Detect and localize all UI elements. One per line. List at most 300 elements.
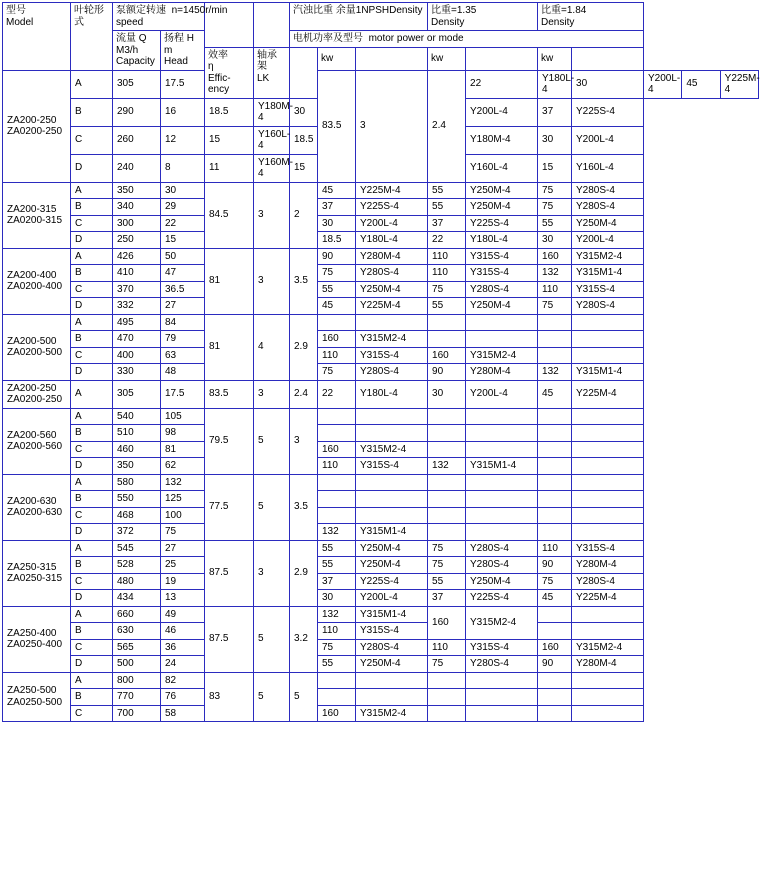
model-label: ZA250-315 [7,561,57,573]
motor-kw-3: 37 [538,98,572,126]
head-value: 36.5 [161,281,205,298]
motor-kw-1: 110 [318,347,356,364]
head-value: 27 [161,540,205,557]
head-value: 15 [161,232,205,249]
impeller-type: B [71,265,113,282]
motor-kw-1 [318,689,356,706]
motor-kw-3: 75 [538,573,572,590]
motor-model-2: Y225S-4 [466,215,538,232]
motor-model-3 [572,491,644,508]
motor-model-2: Y250M-4 [466,298,538,315]
model-label: ZA200-560 [7,429,57,441]
table-row [3,314,759,331]
head-value: 17.5 [161,380,205,408]
impeller-type: C [71,126,113,154]
head-value: 98 [161,425,205,442]
header-kw-3: kw [538,47,572,70]
motor-model-1: Y280M-4 [356,248,428,265]
header-npsh: 汽浊比重 余量1NPSHDensity [290,3,428,31]
motor-model-2: Y225S-4 [466,590,538,607]
table-row [3,573,759,590]
head-value: 132 [161,474,205,491]
motor-model-3: Y280M-4 [572,557,644,574]
table-row [3,215,759,232]
header-row-1 [3,3,759,31]
model-label: ZA0200-560 [7,441,63,452]
head-value: 22 [161,215,205,232]
motor-kw-3: 132 [538,265,572,282]
model-cell [3,380,71,408]
motor-model-2: Y250M-4 [466,199,538,216]
capacity-value: 630 [113,623,161,640]
motor-model-1: Y315S-4 [356,458,428,475]
motor-model-3 [572,441,644,458]
head-value: 76 [161,689,205,706]
head-value: 105 [161,408,205,425]
npsh-value: 2.4 [428,70,466,182]
impeller-type: B [71,425,113,442]
model-label: ZA200-315 [7,203,57,215]
motor-model-3: Y315M1-4 [572,265,644,282]
impeller-type: C [71,281,113,298]
motor-model-2 [466,474,538,491]
table-row [3,689,759,706]
head-value: 29 [161,199,205,216]
motor-kw-2: 55 [428,199,466,216]
motor-kw-1: 15 [205,126,254,154]
table-row [3,507,759,524]
motor-kw-1 [318,672,356,689]
motor-model-3: Y280M-4 [572,656,644,673]
motor-kw-2: 90 [428,364,466,381]
motor-kw-3 [538,441,572,458]
efficiency-value: 83 [205,672,254,722]
motor-kw-2: 75 [428,557,466,574]
head-value: 100 [161,507,205,524]
model-cell [3,606,71,672]
motor-model-2: Y250M-4 [466,182,538,199]
table-row [3,408,759,425]
motor-model-2: Y280S-4 [466,281,538,298]
motor-kw-2: 30 [428,380,466,408]
impeller-type: C [71,441,113,458]
impeller-type: D [71,154,113,182]
table-row [3,590,759,607]
model-label: ZA0250-400 [7,639,63,650]
motor-model-1 [356,408,428,425]
efficiency-value: 84.5 [205,182,254,248]
motor-kw-1: 75 [318,364,356,381]
capacity-value: 370 [113,281,161,298]
motor-kw-2: 55 [428,298,466,315]
model-cell [3,182,71,248]
motor-kw-3: 160 [538,639,572,656]
header-bearing: 轴承架 LK [254,47,290,98]
motor-kw-1 [318,425,356,442]
motor-kw-2: 160 [428,606,466,639]
impeller-type: B [71,331,113,348]
impeller-type: A [71,314,113,331]
header-row-2 [3,31,759,48]
head-value: 75 [161,524,205,541]
capacity-value: 480 [113,573,161,590]
motor-kw-3: 55 [538,215,572,232]
motor-model-1: Y250M-4 [356,540,428,557]
motor-model-3: Y160L-4 [572,154,644,182]
capacity-value: 460 [113,441,161,458]
bearing-value: 3 [254,540,290,606]
table-row [3,70,759,98]
model-label: ZA200-630 [7,495,57,507]
motor-model-1: Y280S-4 [356,639,428,656]
motor-kw-3: 75 [538,182,572,199]
impeller-type: D [71,232,113,249]
motor-model-3 [572,425,644,442]
npsh-value: 2.9 [290,540,318,606]
motor-model-2 [466,705,538,722]
table-row [3,623,759,640]
bearing-value: 5 [254,672,290,722]
motor-kw-2 [428,441,466,458]
head-value: 58 [161,705,205,722]
motor-model-1: Y180L-4 [356,380,428,408]
motor-kw-3 [538,458,572,475]
motor-model-1: Y250M-4 [356,557,428,574]
impeller-type: A [71,540,113,557]
head-value: 48 [161,364,205,381]
motor-model-2 [466,507,538,524]
motor-model-2 [466,672,538,689]
motor-model-1: Y225M-4 [356,298,428,315]
model-cell [3,540,71,606]
motor-model-1 [356,314,428,331]
motor-model-2: Y180M-4 [466,126,538,154]
motor-kw-1: 11 [205,154,254,182]
bearing-value: 5 [254,408,290,474]
npsh-value: 2.9 [290,314,318,380]
motor-model-2: Y200L-4 [466,380,538,408]
motor-kw-3 [538,331,572,348]
capacity-value: 260 [113,126,161,154]
capacity-value: 545 [113,540,161,557]
motor-model-3 [572,606,644,623]
head-value: 27 [161,298,205,315]
table-row [3,248,759,265]
motor-model-3 [572,524,644,541]
npsh-value: 2 [290,182,318,248]
motor-model-2: Y315S-4 [466,248,538,265]
motor-model-3: Y315M2-4 [572,639,644,656]
impeller-type: B [71,199,113,216]
motor-kw-2 [428,474,466,491]
impeller-type: C [71,507,113,524]
motor-model-3 [572,314,644,331]
impeller-type: B [71,98,113,126]
impeller-type: A [71,380,113,408]
motor-kw-2 [428,425,466,442]
motor-model-1: Y200L-4 [356,590,428,607]
motor-model-2: Y315M1-4 [466,458,538,475]
motor-model-2: Y315M2-4 [466,606,538,639]
motor-model-2 [466,441,538,458]
motor-kw-2 [428,705,466,722]
head-value: 47 [161,265,205,282]
model-label: ZA0250-315 [7,573,63,584]
motor-model-2 [466,491,538,508]
motor-model-3: Y200L-4 [572,232,644,249]
motor-kw-2: 132 [428,458,466,475]
head-value: 82 [161,672,205,689]
motor-kw-1: 18.5 [318,232,356,249]
motor-model-1: Y180L-4 [356,232,428,249]
table-row [3,491,759,508]
motor-kw-1: 132 [318,524,356,541]
motor-model-2 [466,689,538,706]
motor-model-1: Y225S-4 [356,573,428,590]
motor-kw-2 [428,491,466,508]
motor-kw-1: 110 [318,458,356,475]
table-row [3,458,759,475]
motor-model-2 [466,331,538,348]
motor-kw-3 [538,425,572,442]
motor-kw-3: 132 [538,364,572,381]
npsh-value: 3.5 [290,474,318,540]
pump-specification-table [2,2,759,722]
model-label: ZA200-500 [7,335,57,347]
motor-model-1: Y250M-4 [356,281,428,298]
capacity-value: 660 [113,606,161,623]
motor-model-3 [572,347,644,364]
head-value: 17.5 [161,70,205,98]
motor-kw-3: 160 [538,248,572,265]
model-label: ZA0200-500 [7,347,63,358]
bearing-value: 3 [254,248,290,314]
impeller-type: A [71,474,113,491]
impeller-type: D [71,364,113,381]
model-label: ZA0200-630 [7,507,63,518]
head-value: 46 [161,623,205,640]
motor-model-1 [356,507,428,524]
motor-kw-1 [318,408,356,425]
table-row [3,606,759,623]
model-label: ZA0250-500 [7,696,63,708]
motor-kw-1: 18.5 [205,98,254,126]
motor-model-2: Y280S-4 [466,656,538,673]
head-value: 79 [161,331,205,348]
table-row [3,265,759,282]
motor-model-3 [572,672,644,689]
motor-kw-1 [318,491,356,508]
motor-model-1: Y315S-4 [356,623,428,640]
motor-model-2: Y160L-4 [466,154,538,182]
header-density-135: 比重=1.35 Density [428,3,538,31]
model-label: ZA200-250 [7,382,57,394]
table-row [3,298,759,315]
motor-model-3: Y200L-4 [572,126,644,154]
header-head: 扬程 H m Head [161,31,205,71]
table-row [3,639,759,656]
motor-model-3: Y225M-4 [720,70,758,98]
motor-kw-1: 55 [318,281,356,298]
motor-model-1 [356,425,428,442]
motor-kw-2: 55 [428,182,466,199]
motor-kw-3 [538,408,572,425]
table-row [3,441,759,458]
capacity-value: 305 [113,380,161,408]
header-npsh-value [290,47,318,98]
motor-kw-2: 110 [428,639,466,656]
table-row [3,232,759,249]
impeller-type: C [71,705,113,722]
motor-model-2 [466,408,538,425]
table-row [3,474,759,491]
table-row [3,540,759,557]
motor-kw-3 [538,524,572,541]
motor-kw-1: 55 [318,656,356,673]
bearing-value: 5 [254,606,290,672]
model-cell [3,672,71,722]
head-value: 30 [161,182,205,199]
capacity-value: 400 [113,347,161,364]
motor-kw-1: 160 [318,441,356,458]
motor-model-3 [572,507,644,524]
capacity-value: 510 [113,425,161,442]
model-label: ZA200-250 [7,114,57,126]
motor-model-1: Y315M2-4 [356,331,428,348]
head-value: 24 [161,656,205,673]
motor-kw-2 [428,672,466,689]
impeller-type: D [71,656,113,673]
motor-kw-2: 110 [428,248,466,265]
motor-model-1 [356,689,428,706]
motor-kw-2 [428,408,466,425]
motor-kw-1: 37 [318,573,356,590]
head-value: 62 [161,458,205,475]
model-label: ZA200-400 [7,269,57,281]
motor-kw-2: 75 [428,281,466,298]
capacity-value: 800 [113,672,161,689]
motor-model-1: Y280S-4 [356,265,428,282]
motor-kw-1: 90 [318,248,356,265]
table-row [3,331,759,348]
motor-model-2 [466,425,538,442]
motor-kw-1 [318,314,356,331]
head-value: 12 [161,126,205,154]
impeller-type: D [71,524,113,541]
motor-model-2: Y315M2-4 [466,347,538,364]
model-cell [3,474,71,540]
motor-model-1: Y315M2-4 [356,705,428,722]
model-cell [3,408,71,474]
motor-model-3: Y280S-4 [572,573,644,590]
motor-model-1: Y315M1-4 [356,524,428,541]
capacity-value: 700 [113,705,161,722]
impeller-type: C [71,215,113,232]
npsh-value: 3.2 [290,606,318,672]
capacity-value: 250 [113,232,161,249]
impeller-type: C [71,639,113,656]
motor-kw-3 [538,347,572,364]
model-cell [3,248,71,314]
impeller-type: B [71,491,113,508]
motor-model-3 [572,705,644,722]
capacity-value: 332 [113,298,161,315]
table-row [3,656,759,673]
head-value: 125 [161,491,205,508]
header-capacity: 流量 Q M3/h Capacity [113,31,161,71]
model-label: ZA0200-315 [7,215,63,226]
motor-kw-2: 55 [428,573,466,590]
motor-kw-3: 30 [538,232,572,249]
motor-kw-2 [428,689,466,706]
head-value: 8 [161,154,205,182]
motor-kw-2: 37 [428,215,466,232]
motor-model-1: Y225S-4 [356,199,428,216]
motor-kw-3: 90 [538,557,572,574]
motor-kw-1: 45 [318,182,356,199]
header-density-184: 比重=1.84 Density [538,3,644,31]
motor-kw-3 [538,474,572,491]
motor-kw-3 [538,491,572,508]
motor-kw-1: 110 [318,623,356,640]
motor-model-3: Y315M1-4 [572,364,644,381]
model-cell [3,70,71,182]
capacity-value: 340 [113,199,161,216]
motor-kw-3: 75 [538,199,572,216]
npsh-value: 3.5 [290,248,318,314]
capacity-value: 305 [113,70,161,98]
motor-model-2: Y250M-4 [466,573,538,590]
motor-model-1: Y180L-4 [538,70,572,98]
head-value: 63 [161,347,205,364]
motor-kw-2: 110 [428,265,466,282]
model-label: ZA250-500 [7,685,57,697]
capacity-value: 565 [113,639,161,656]
motor-kw-2: 15 [290,154,318,182]
motor-kw-2 [428,331,466,348]
motor-kw-1: 75 [318,265,356,282]
head-value: 49 [161,606,205,623]
npsh-value: 5 [290,672,318,722]
header-spacer-lk [254,3,290,48]
capacity-value: 770 [113,689,161,706]
table-row [3,364,759,381]
head-value: 16 [161,98,205,126]
header-model-3 [572,47,644,70]
capacity-value: 372 [113,524,161,541]
efficiency-value: 77.5 [205,474,254,540]
motor-kw-3: 75 [538,298,572,315]
motor-kw-1: 75 [318,639,356,656]
capacity-value: 500 [113,656,161,673]
motor-model-3: Y315S-4 [572,540,644,557]
motor-model-2: Y315S-4 [466,265,538,282]
motor-model-1: Y160M-4 [254,154,290,182]
motor-model-1: Y315S-4 [356,347,428,364]
table-row [3,524,759,541]
motor-model-3 [572,458,644,475]
motor-kw-1: 55 [318,540,356,557]
motor-model-3: Y225M-4 [572,590,644,607]
header-efficiency: 效率 η Effic-ency [205,47,254,98]
motor-model-1 [356,672,428,689]
motor-model-2 [466,314,538,331]
header-model-2 [466,47,538,70]
motor-kw-2: 160 [428,347,466,364]
header-motor-power: 电机功率及型号 motor power or mode [290,31,644,48]
motor-model-1 [356,491,428,508]
bearing-value: 5 [254,474,290,540]
